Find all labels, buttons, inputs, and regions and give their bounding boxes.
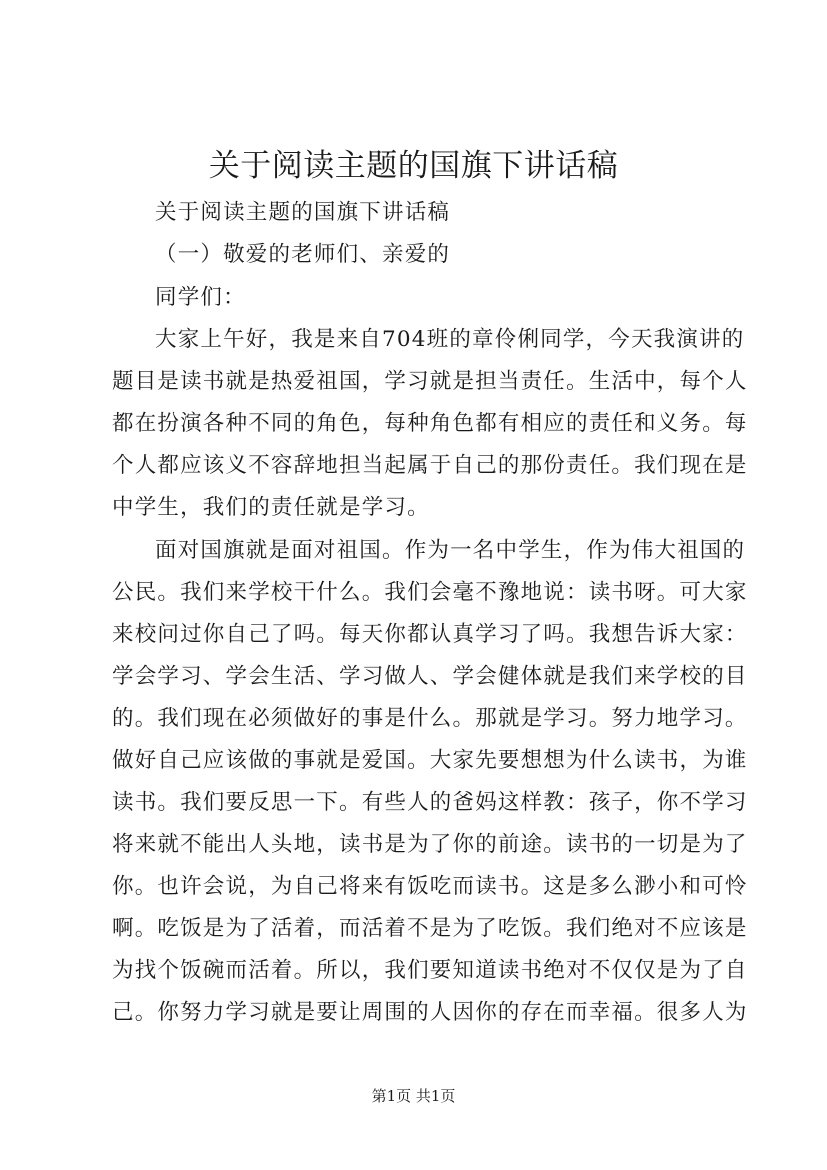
body-line: 读书。我们要反思一下。有些人的爸妈这样教：孩子，你不学习	[112, 790, 748, 815]
body-line: 个人都应该义不容辞地担当起属于自己的那份责任。我们现在是	[112, 453, 748, 478]
body-line: 你。也许会说，为自己将来有饭吃而读书。这是多么渺小和可怜	[112, 874, 748, 899]
body-line: （一）敬爱的老师们、亲爱的	[155, 242, 451, 267]
body-line: 面对国旗就是面对祖国。作为一名中学生，作为伟大祖国的	[155, 538, 746, 563]
body-line: 己。你努力学习就是要让周围的人因你的存在而幸福。很多人为	[112, 1000, 748, 1025]
body-line: 的。我们现在必须做好的事是什么。那就是学习。努力地学习。	[112, 706, 748, 731]
body-line: 大家上午好，我是来自704班的章伶俐同学，今天我演讲的	[155, 327, 745, 352]
body-line: 题目是读书就是热爱祖国，学习就是担当责任。生活中，每个人	[112, 369, 748, 394]
body-line: 同学们：	[155, 285, 246, 310]
body-line: 来校问过你自己了吗。每天你都认真学习了吗。我想告诉大家：	[112, 622, 748, 647]
body-line: 关于阅读主题的国旗下讲话稿	[155, 200, 451, 225]
body-line: 中学生，我们的责任就是学习。	[112, 495, 430, 520]
body-line: 啊。吃饭是为了活着，而活着不是为了吃饭。我们绝对不应该是	[112, 916, 748, 941]
body-line: 做好自己应该做的事就是爱国。大家先要想想为什么读书，为谁	[112, 748, 748, 773]
page-footer: 第1页 共1页	[371, 1087, 456, 1105]
body-line: 学会学习、学会生活、学习做人、学会健体就是我们来学校的目	[112, 664, 748, 689]
body-line: 将来就不能出人头地，读书是为了你的前途。读书的一切是为了	[112, 832, 748, 857]
document-title: 关于阅读主题的国旗下讲话稿	[208, 148, 619, 184]
body-line: 为找个饭碗而活着。所以，我们要知道读书绝对不仅仅是为了自	[112, 958, 748, 983]
body-line: 都在扮演各种不同的角色，每种角色都有相应的责任和义务。每	[112, 411, 748, 436]
body-line: 公民。我们来学校干什么。我们会毫不豫地说：读书呀。可大家	[112, 580, 748, 605]
